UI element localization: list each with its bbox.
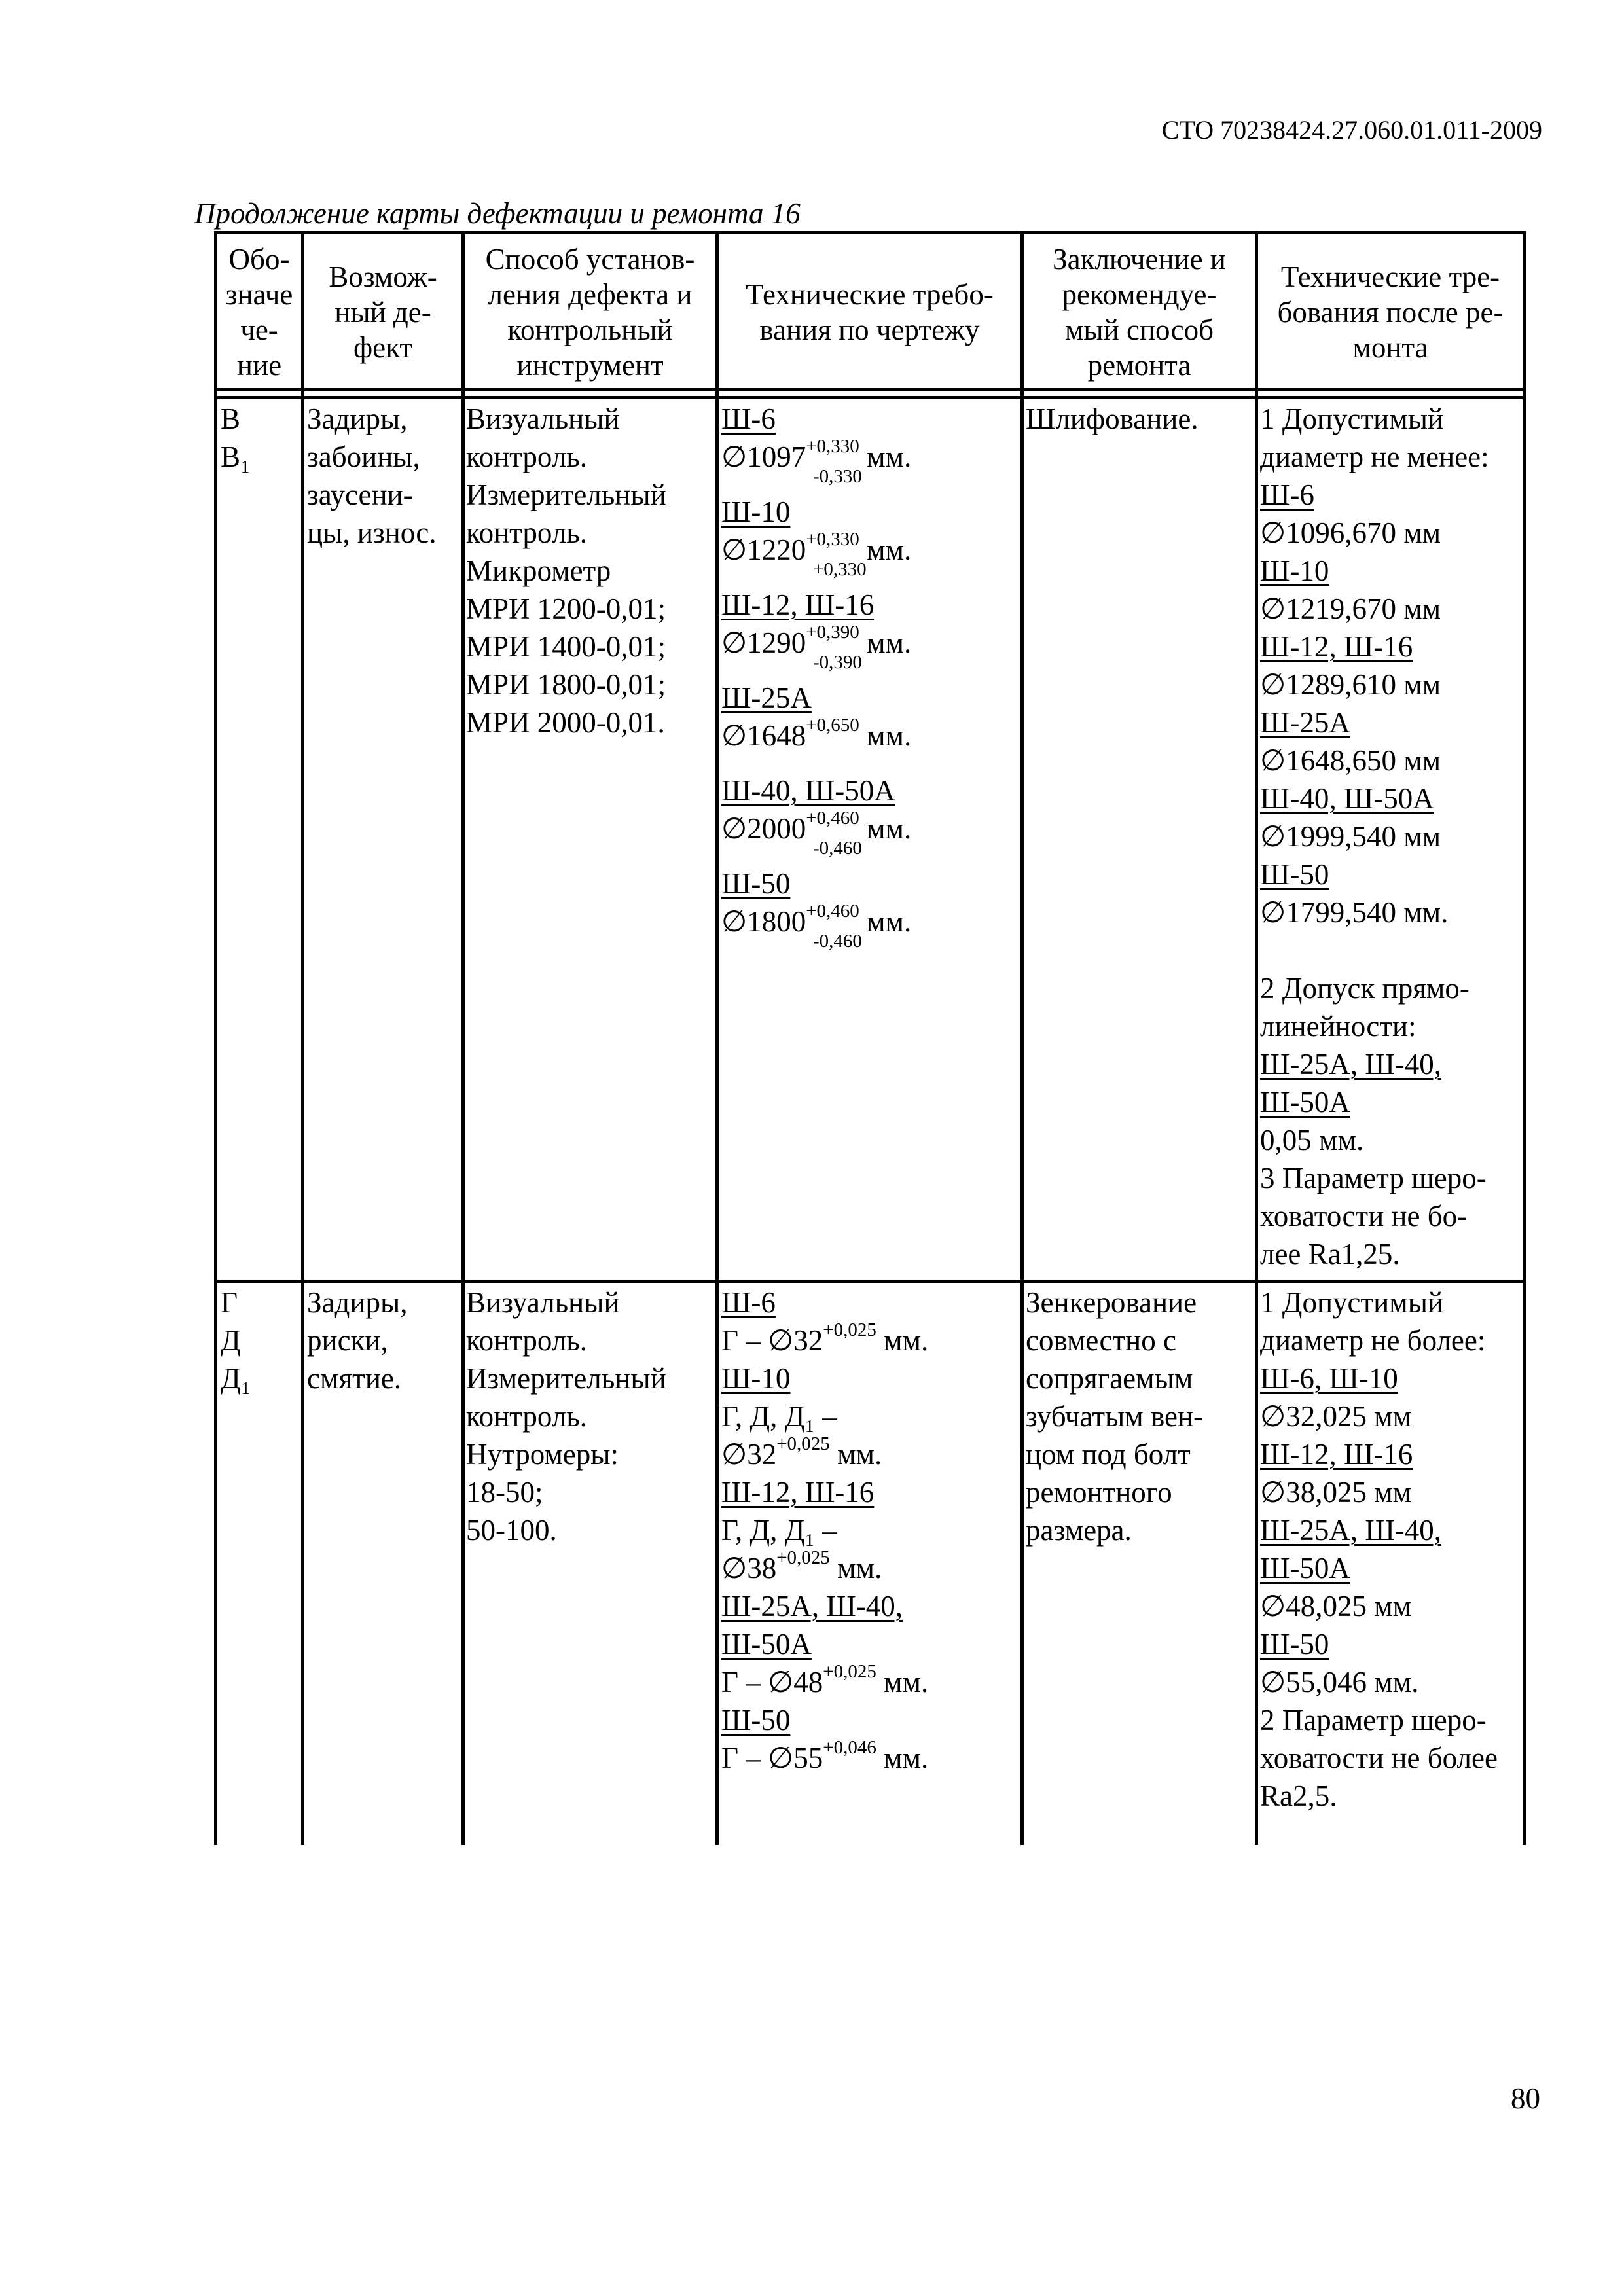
unit: мм.: [876, 1742, 929, 1774]
header-line: ления дефекта и: [488, 278, 693, 311]
after-repair-line: ховатости не бо-: [1260, 1200, 1468, 1232]
size-group-label: Ш-25А: [721, 681, 812, 714]
method-line: Измерительный: [466, 478, 666, 511]
row2-designation: [221, 1283, 299, 1397]
header-defect: [304, 236, 461, 388]
size-group-label: Ш-25А, Ш-40,: [721, 1590, 903, 1623]
upper-deviation: +0,025: [823, 1661, 876, 1682]
unit: мм.: [859, 812, 912, 845]
conclusion-line: размера.: [1026, 1514, 1132, 1547]
diameter-value: Г – ∅32: [721, 1324, 823, 1357]
method-line: контроль.: [466, 440, 588, 473]
after-repair-line: Ш-40, Ш-50А: [1260, 782, 1434, 815]
diameter-value: ∅38: [721, 1552, 777, 1585]
after-repair-line: ∅38,025 мм: [1260, 1476, 1412, 1509]
size-group-label: Ш-12, Ш-16: [721, 1476, 875, 1509]
after-repair-line: Ш-25А, Ш-40,: [1260, 1514, 1442, 1547]
header-line: ние: [236, 349, 282, 382]
lower-deviation: -0,330: [813, 466, 862, 487]
method-line: МРИ 1400-0,01;: [466, 630, 666, 663]
after-repair-line: ховатости не более: [1260, 1742, 1498, 1774]
unit: мм.: [829, 1438, 882, 1471]
header-line: инструмент: [516, 349, 664, 382]
after-repair-line: лее Ra1,25.: [1260, 1238, 1400, 1270]
header-line: контрольный: [507, 314, 673, 346]
after-repair-line: диаметр не менее:: [1260, 440, 1489, 473]
after-repair-line: диаметр не более:: [1260, 1324, 1486, 1357]
row1-defect: [307, 400, 461, 552]
requirement-line: Г, Д, Д₁ –: [721, 1514, 837, 1547]
upper-deviation: +0,046: [823, 1737, 876, 1758]
diameter-value: ∅2000: [721, 812, 806, 845]
header-line: Техничeские требо-: [746, 278, 994, 311]
defect-line: смятие.: [307, 1362, 402, 1395]
size-group-label: Ш-6: [721, 1286, 776, 1319]
unit: мм.: [876, 1666, 929, 1698]
upper-deviation: +0,460: [806, 901, 859, 922]
after-repair-line: Ш-50А: [1260, 1086, 1350, 1119]
after-repair-line: ∅1096,670 мм: [1260, 516, 1441, 549]
row1-after-repair: [1260, 400, 1522, 1273]
conclusion-line: совместно с: [1026, 1324, 1176, 1357]
defect-line: Задиры,: [307, 1286, 408, 1319]
method-line: МРИ 1200-0,01;: [466, 592, 666, 625]
after-repair-line: ∅1799,540 мм.: [1260, 896, 1449, 929]
method-line: Визуальный: [466, 403, 620, 435]
row2-after-repair: [1260, 1283, 1522, 1815]
diameter-tolerance: [721, 1321, 1019, 1359]
method-line: Визуальный: [466, 1286, 620, 1319]
row2-conclusion: [1026, 1283, 1254, 1549]
method-line: МРИ 2000-0,01.: [466, 706, 665, 739]
upper-deviation: +0,460: [806, 808, 859, 829]
diameter-tolerance: [721, 1739, 1019, 1777]
header-line: монта: [1352, 331, 1428, 364]
method-line: МРИ 1800-0,01;: [466, 668, 666, 701]
upper-deviation: +0,650: [806, 715, 859, 736]
after-repair-line: 3 Параметр шеро-: [1260, 1162, 1487, 1194]
header-line: че-: [240, 314, 278, 346]
header-line: Возмож-: [329, 260, 437, 293]
lower-deviation: -0,460: [813, 931, 862, 952]
conclusion-line: ремонтного: [1026, 1476, 1172, 1509]
after-repair-line: Ш-10: [1260, 554, 1329, 587]
after-repair-line: 2 Параметр шеро-: [1260, 1704, 1487, 1736]
upper-deviation: +0,390: [806, 622, 859, 643]
designation-line: Г: [221, 1286, 238, 1319]
size-group-label: Ш-12, Ш-16: [721, 588, 875, 621]
row2-method: [466, 1283, 715, 1549]
method-line: 18-50;: [466, 1476, 543, 1509]
upper-deviation: +0,330: [806, 529, 859, 550]
row2-requirements: [721, 1283, 1019, 1777]
header-line: фект: [353, 331, 413, 364]
after-repair-line: Ш-12, Ш-16: [1260, 1438, 1413, 1471]
upper-deviation: +0,025: [776, 1547, 830, 1568]
size-group-label: Ш-50: [721, 1704, 791, 1736]
lower-deviation: +0,330: [813, 559, 867, 580]
row1-requirements: [721, 400, 1019, 952]
size-group-label: Ш-10: [721, 495, 791, 528]
diameter-value: ∅1290: [721, 626, 806, 659]
header-requirements: [719, 236, 1020, 388]
after-repair-line: 2 Допуск прямо-: [1260, 972, 1470, 1005]
size-group-label: Ш-6: [721, 403, 776, 435]
method-line: Микрометр: [466, 554, 611, 587]
after-repair-line: Ш-6, Ш-10: [1260, 1362, 1398, 1395]
method-line: контроль.: [466, 1400, 588, 1433]
after-repair-line: Ш-25А: [1260, 706, 1350, 739]
header-line: рекомендуе-: [1062, 278, 1217, 311]
upper-deviation: +0,025: [823, 1319, 876, 1340]
diameter-value: ∅32: [721, 1438, 777, 1471]
defect-line: забоины,: [307, 440, 420, 473]
row1-method: [466, 400, 715, 742]
after-repair-line: 1 Допустимый: [1260, 403, 1444, 435]
header-line: Обо-: [228, 243, 290, 276]
size-group-label: Ш-10: [721, 1362, 791, 1395]
header-method: [465, 236, 715, 388]
header-line: значе: [225, 278, 293, 311]
diameter-value: ∅1097: [721, 440, 806, 473]
designation-line: В₁: [221, 440, 251, 473]
table-caption: Продолжение карты дефектации и ремонта 16: [194, 197, 801, 230]
row1-designation: [221, 400, 299, 476]
after-repair-line: 1 Допустимый: [1260, 1286, 1444, 1319]
designation-line: Д₁: [221, 1362, 251, 1395]
defect-line: Задиры,: [307, 403, 408, 435]
conclusion-line: цом под болт: [1026, 1438, 1191, 1471]
after-repair-line: ∅1289,610 мм: [1260, 668, 1441, 701]
row2-defect: [307, 1283, 461, 1397]
after-repair-line: ∅32,025 мм: [1260, 1400, 1412, 1433]
diameter-value: ∅1800: [721, 905, 806, 938]
lower-deviation: -0,390: [813, 652, 862, 673]
header-line: ремонта: [1087, 349, 1191, 382]
after-repair-line: Ra2,5.: [1260, 1780, 1337, 1812]
diameter-value: ∅1220: [721, 533, 806, 566]
document-code: СТО 70238424.27.060.01.011-2009: [1161, 115, 1542, 145]
diameter-tolerance: [721, 1663, 1019, 1701]
method-line: 50-100.: [466, 1514, 557, 1547]
diameter-tolerance: [721, 1549, 1019, 1587]
conclusion-line: сопрягаемым: [1026, 1362, 1193, 1395]
diameter-value: ∅1648: [721, 719, 806, 752]
method-line: Измерительный: [466, 1362, 666, 1395]
after-repair-line: 0,05 мм.: [1260, 1124, 1364, 1157]
after-repair-line: Ш-50: [1260, 858, 1329, 891]
after-repair-line: ∅1648,650 мм: [1260, 744, 1441, 777]
upper-deviation: +0,025: [776, 1433, 830, 1454]
after-repair-line: ∅1999,540 мм: [1260, 820, 1441, 853]
conclusion-line: Зенкерование: [1026, 1286, 1197, 1319]
method-line: Нутромеры:: [466, 1438, 619, 1471]
after-repair-line: ∅1219,670 мм: [1260, 592, 1441, 625]
unit: мм.: [876, 1324, 929, 1357]
header-line: мый способ: [1064, 314, 1214, 346]
after-repair-line: ∅55,046 мм.: [1260, 1666, 1419, 1698]
size-group-label: Ш-50А: [721, 1628, 812, 1660]
after-repair-line: линейности:: [1260, 1010, 1416, 1043]
diameter-value: Г – ∅55: [721, 1742, 823, 1774]
header-line: Технические тре-: [1280, 260, 1500, 293]
unit: мм.: [859, 626, 912, 659]
defect-line: цы, износ.: [307, 516, 437, 549]
size-group-label: Ш-40, Ш-50А: [721, 774, 895, 807]
header-after-repair: [1258, 236, 1523, 388]
unit: мм.: [859, 719, 912, 752]
header-line: Заключение и: [1053, 243, 1226, 276]
method-line: контроль.: [466, 516, 588, 549]
header-line: ный де-: [334, 296, 431, 329]
designation-line: Д: [221, 1324, 241, 1357]
after-repair-line: ∅48,025 мм: [1260, 1590, 1412, 1623]
header-line: бования после ре-: [1277, 296, 1504, 329]
conclusion-line: зубчатым вен-: [1026, 1400, 1204, 1433]
diameter-value: Г – ∅48: [721, 1666, 823, 1698]
defect-table: [214, 231, 1526, 1845]
upper-deviation: +0,330: [806, 436, 859, 457]
defect-line: заусени-: [307, 478, 413, 511]
method-line: контроль.: [466, 1324, 588, 1357]
after-repair-line: Ш-25А, Ш-40,: [1260, 1048, 1442, 1081]
after-repair-line: Ш-6: [1260, 478, 1314, 511]
after-repair-line: Ш-50А: [1260, 1552, 1350, 1585]
row1-conclusion: [1026, 400, 1254, 438]
header-designation: [217, 236, 301, 388]
designation-line: В: [221, 403, 241, 435]
page-number: 80: [1511, 2082, 1540, 2115]
header-line: вания по чертежу: [759, 314, 980, 346]
header-conclusion: [1024, 236, 1255, 388]
unit: мм.: [859, 905, 912, 938]
lower-deviation: -0,460: [813, 838, 862, 859]
size-group-label: Ш-50: [721, 867, 791, 900]
unit: мм.: [859, 440, 912, 473]
diameter-tolerance: [721, 1435, 1019, 1473]
unit: мм.: [859, 533, 912, 566]
after-repair-line: [1260, 931, 1522, 969]
defect-line: риски,: [307, 1324, 388, 1357]
after-repair-line: Ш-12, Ш-16: [1260, 630, 1413, 663]
unit: мм.: [829, 1552, 882, 1585]
after-repair-line: Ш-50: [1260, 1628, 1329, 1660]
requirement-line: Г, Д, Д₁ –: [721, 1400, 837, 1433]
conclusion-line: Шлифование.: [1026, 403, 1199, 435]
header-line: Способ установ-: [485, 243, 695, 276]
